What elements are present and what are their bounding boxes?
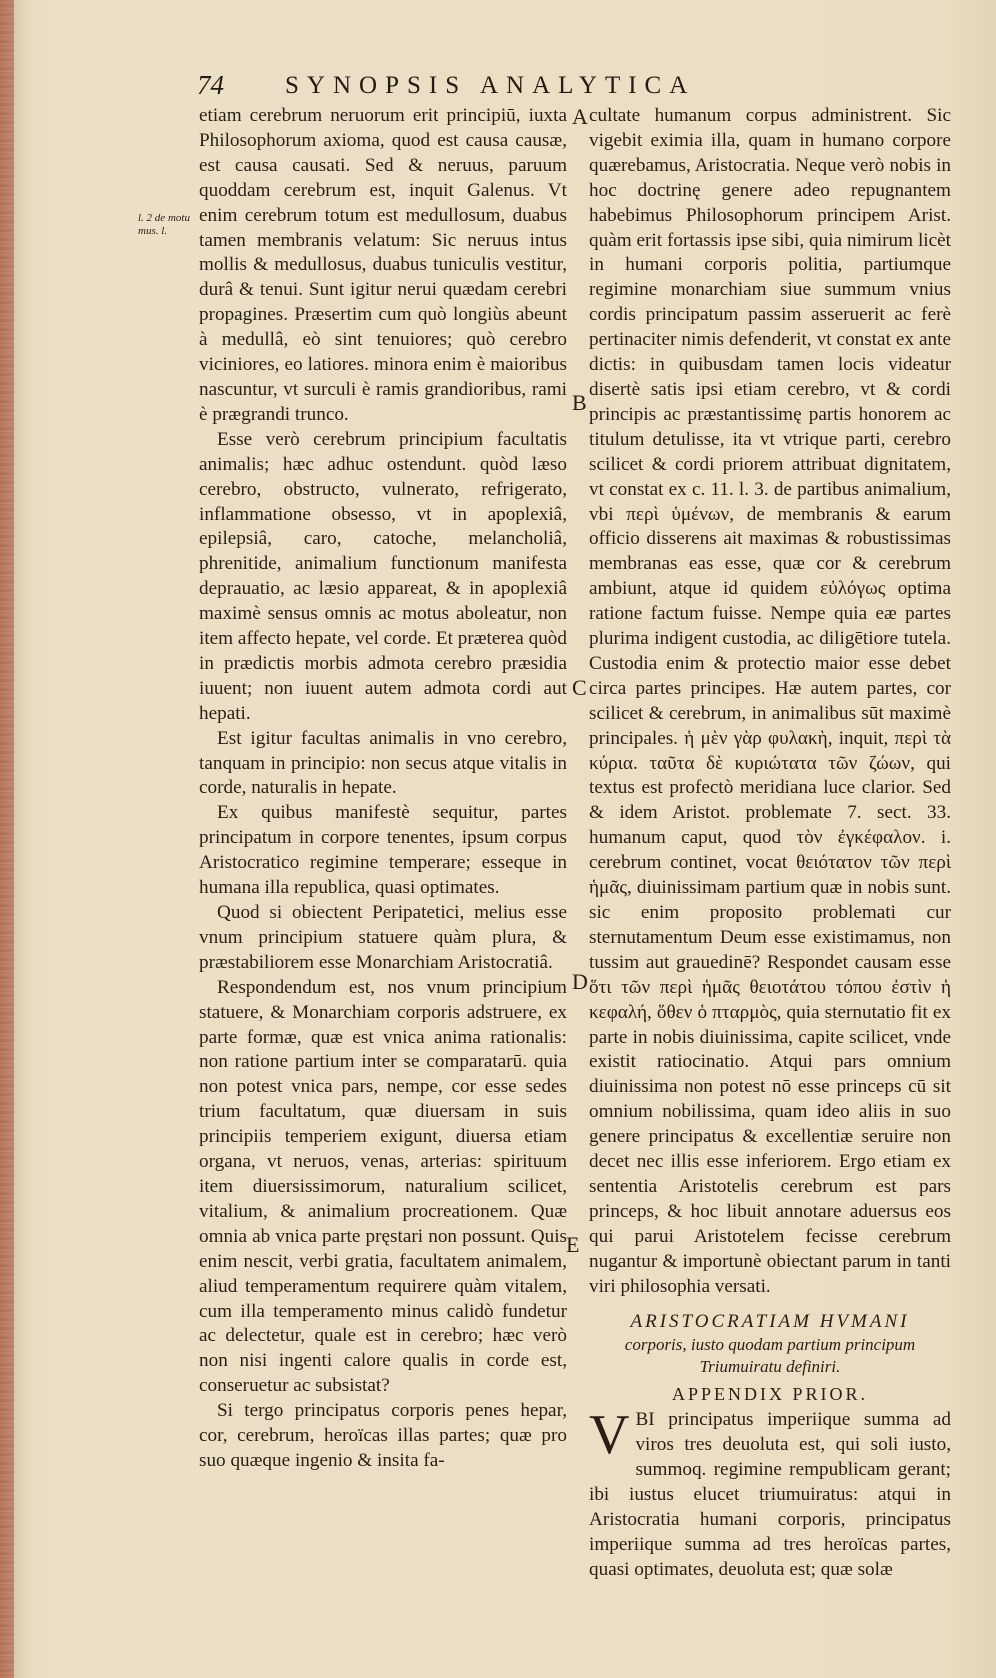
- section-subheading: Triumuiratu definiri.: [699, 1356, 841, 1376]
- section-letter-c: C: [572, 675, 587, 700]
- section-letter-e: E: [566, 1232, 580, 1257]
- section-subheading: corporis, iusto quodam partium principum: [624, 1334, 916, 1354]
- paragraph: Esse verò cerebrum principium facultatis animalis; hæc adhuc ostendunt. quòd læso cerebro, obstructo, vulnerato, refrigerato, inflammatione obsesso, vt in apoplexiâ, epilepsiâ, caro, catoche, melancholiâ, phrenitide, animalium functionum manifesta deprauatio, ac læsio appareat, & in apoplexiâ maximè sensus omnis ac motus aboleatur, non item affecto hepate, vel corde. Et præterea quòd in prædictis morbis admota cerebro præsidia iuuent; non iuuent autem admota cordi aut hepati.: [199, 428, 567, 724]
- running-title: SYNOPSIS ANALYTICA: [285, 72, 696, 99]
- page-header: [197, 70, 777, 106]
- paragraph: etiam cerebrum neruorum erit principiū, iuxta Philosophorum axioma, quod est causa causæ, est causa causati. Sed & neruus, paruum quoddam cerebrum est, inquit Galenus. Vt enim cerebrum totum est medullosum, duabus tamen membranis velatum: Sic neruus intus mollis & medullosus, duabus tuniculis vestitur, durâ & tenui. Sunt igitur nerui quædam cerebri propagines. Præsertim cum quò longiùs abeunt à medullâ, eò sint tenuiores; quò cerebro viciniores, eo latiores. minora enim è maioribus nascuntur, vt surculi è ramis grandioribus, rami è prægrandi trunco.: [199, 105, 567, 425]
- paragraph: cultate humanum corpus administrent. Sic vigebit eximia illa, quam in humano corpore quærebamus, Aristocratia. Neque verò nobis in hoc doctrinę genere adeo repugnantem habebimus Philosophorum principem Arist. quàm erit fortassis ipse sibi, quia nimirum licèt in humani corporis politia, partiumque regimine monarchiam siue summum vnius cordis principatum passim asseruerit ac ferè pertinaciter nimis defenderit, vt constat ex ante dictis: in quibusdam tamen locis videatur disertè satis ipsi etiam cerebro, vt & cordi principis ac præstantissimę partis honorem ac titulum detulisse, ita vt vtrique parti, cerebro scilicet & cordi priorem attribuat dignitatem, vt constat ex c. 11. l. 3. de partibus animalium, vbi περὶ ὑμένων, de membranis & earum officio disserens ait maximas & robustissimas membranas eas esse, quæ cor & cerebrum ambiunt, atque id quidem εὐλόγως optima ratione factum fuisse. Nempe quia eæ partes plurima indigent custodia, ac diligētiore tutela. Custodia enim & protectio maior esse debet circa partes principes. Hæ autem partes, cor scilicet & cerebrum, in animalibus sūt maximè principales. ἡ μὲν γὰρ φυλακὴ, inquit, περὶ τὰ κύρια. ταῦτα δὲ κυριώτατα τῶν ζώων, qui textus est profectò meridiana luce clarior. Sed & idem Aristot. problemate 7. sect. 33. humanum caput, quod τὸν ἐγκέφαλον. i. cerebrum continet, vocat θειότατον τῶν περὶ ἡμᾶς, diuinissimam partium quæ in nobis sunt. sic enim proposito problemati cur sternutamentum Deum esse existimamus, non tussim aut grauedinē? Respondet causam esse ὅτι τῶν περὶ ἡμᾶς θειοτάτου τόπου ἐστὶν ἡ κεφαλή, ὅθεν ὁ πταρμὸς, quia sternutatio fit ex parte in nobis diuinissima, capite scilicet, vnde existit ratiocinatio. Atqui pars omnium diuinissima non potest nō esse princeps cū sit omnium nobilissima, quam ideo aliis in suo genere principatus & excellentiæ seruire non decet nec illis esse inferiorem. Ergo etiam ex sententia Aristotelis cerebrum est pars princeps, & hoc libuit annotare aduersus eos qui parui Aristotelem fecisse cerebrum nugantur & importunè obiectant parum in tanti viri philosophia versati.: [589, 105, 951, 1297]
- section-letter-d: D: [572, 969, 588, 994]
- paragraph: Est igitur facultas animalis in vno cerebro, tanquam in principio: non secus atque vitalis in corde, naturalis in hepate.: [199, 727, 567, 799]
- appendix-text: BI principatus imperiique summa ad viros tres deuoluta est, qui soli iusto, summoq. regimine rempublicam gerant; ibi iustus elucet triumuiratus: atqui in Aristocratia humani corporis, principatus imperiique summa ad tres heroïcas partes, quasi optimates, deuoluta est; quæ solæ: [589, 1409, 951, 1580]
- appendix-title: APPENDIX PRIOR.: [671, 1383, 869, 1404]
- paragraph: Respondendum est, nos vnum principium statuere, & Monarchiam corporis adstruere, ex parte formæ, quæ est vnica anima rationalis: non ratione partium inter se comparatarū. quia non potest vnica pars, nempe, cor esse sedes trium facultatum, quæ diuersam in suis principiis temperiem exigunt, diuersa etiam organa, vt neruos, venas, arterias: spirituum item diuersissimorum, naturalium scilicet, vitalium, & animalium procreationem. Quæ omnia ab vnica parte pręstari non possunt. Quis enim nescit, verbi gratia, facultatem animalem, aliud temperamentum requirere quàm vitalem, cum illa temperamento minus calidò fundetur ac delectetur, quale est in cerebro; hæc verò non nisi ingenti calore qualis in corde est, conseruetur ac subsistat?: [199, 976, 567, 1397]
- section-letter-b: B: [572, 390, 587, 415]
- paragraph: Si tergo principatus corporis penes hepar, cor, cerebrum, heroïcas illas partes; quæ pro suo quæque ingenio & insita fa-: [199, 1400, 567, 1471]
- section-letter-a: A: [572, 104, 588, 129]
- left-column: [199, 104, 567, 1474]
- paragraph: Ex quibus manifestè sequitur, partes principatum in corpore tenentes, ipsum corpus Aristocratico regimine temperare; esseque in humana illa republica, quasi optimates.: [199, 802, 567, 899]
- appendix-body: [589, 1404, 951, 1582]
- section-heading: ARISTOCRATIAM HVMANI: [630, 1310, 910, 1332]
- drop-cap: V: [589, 1404, 630, 1467]
- paragraph: Quod si obiectent Peripatetici, melius esse vnum principium statuere quàm plura, & præstabiliorem esse Monarchiam Aristocratiâ.: [199, 902, 567, 973]
- right-column: [589, 104, 951, 1583]
- margin-note: l. 2 de motu mus. l.: [138, 212, 190, 237]
- red-page-edge: [0, 0, 14, 1678]
- page-number: 74: [197, 70, 224, 100]
